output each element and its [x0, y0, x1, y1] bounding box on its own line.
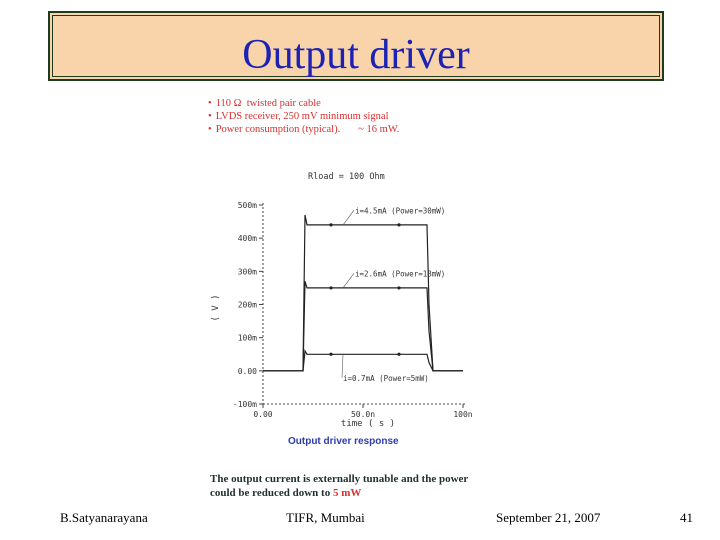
series-label: i=4.5mA (Power=30mW): [355, 206, 446, 216]
series-line: [263, 215, 463, 371]
series-marker: [329, 286, 332, 289]
output-response-chart: [200, 160, 490, 435]
y-tick-label: 0.00: [237, 366, 257, 376]
bullet-value: ~ 16 mW.: [358, 124, 400, 135]
series-marker: [397, 286, 400, 289]
y-axis-label: ( V ): [211, 294, 221, 322]
x-tick-label: 0.00: [253, 410, 273, 419]
footer-page-number: 41: [680, 510, 693, 525]
bullet-item: [208, 97, 399, 110]
bullet-item: [208, 123, 399, 136]
x-tick-label: 100n: [453, 410, 473, 419]
bullet-text: 110 Ω twisted pair cable: [215, 98, 321, 109]
footer-author: B.Satyanarayana: [60, 510, 148, 525]
footer-date: September 21, 2007: [496, 510, 601, 525]
y-tick-label: 500m: [237, 201, 257, 210]
chart-title: Rload = 100 Ohm: [308, 172, 385, 182]
y-tick-label: 200m: [237, 300, 257, 310]
series-marker: [329, 223, 332, 226]
series-line: [263, 281, 463, 371]
y-tick-label: -100m: [232, 400, 257, 409]
footer-venue: TIFR, Mumbai: [286, 510, 365, 525]
series-marker: [397, 223, 400, 226]
series-marker: [329, 353, 332, 356]
bullet-list: [208, 97, 399, 136]
series-label: i=0.7mA (Power=5mW): [343, 373, 429, 383]
slide-title: Output driver: [242, 32, 470, 78]
series-label: i=2.6mA (Power=18mW): [355, 269, 446, 279]
y-tick-label: 300m: [237, 267, 257, 277]
chart-caption: Output driver response: [288, 436, 399, 447]
note-highlight: 5 mW: [332, 487, 362, 499]
note-text: [210, 472, 495, 500]
y-tick-label: 100m: [237, 333, 257, 343]
series-label-leader: [343, 210, 354, 225]
y-tick-label: 400m: [237, 234, 257, 244]
x-tick-label: 50.0n: [350, 410, 376, 419]
series-marker: [397, 353, 400, 356]
bullet-text: Power consumption (typical).: [215, 124, 341, 135]
series-label-leader: [343, 273, 354, 288]
bullet-text: LVDS receiver, 250 mV minimum signal: [215, 111, 389, 122]
bullet-item: [208, 110, 399, 123]
note-body: The output current is externally tunable and the power could be reduced down to: [210, 473, 469, 499]
x-axis-label: time ( s ): [340, 419, 396, 429]
title-box: [48, 11, 664, 81]
